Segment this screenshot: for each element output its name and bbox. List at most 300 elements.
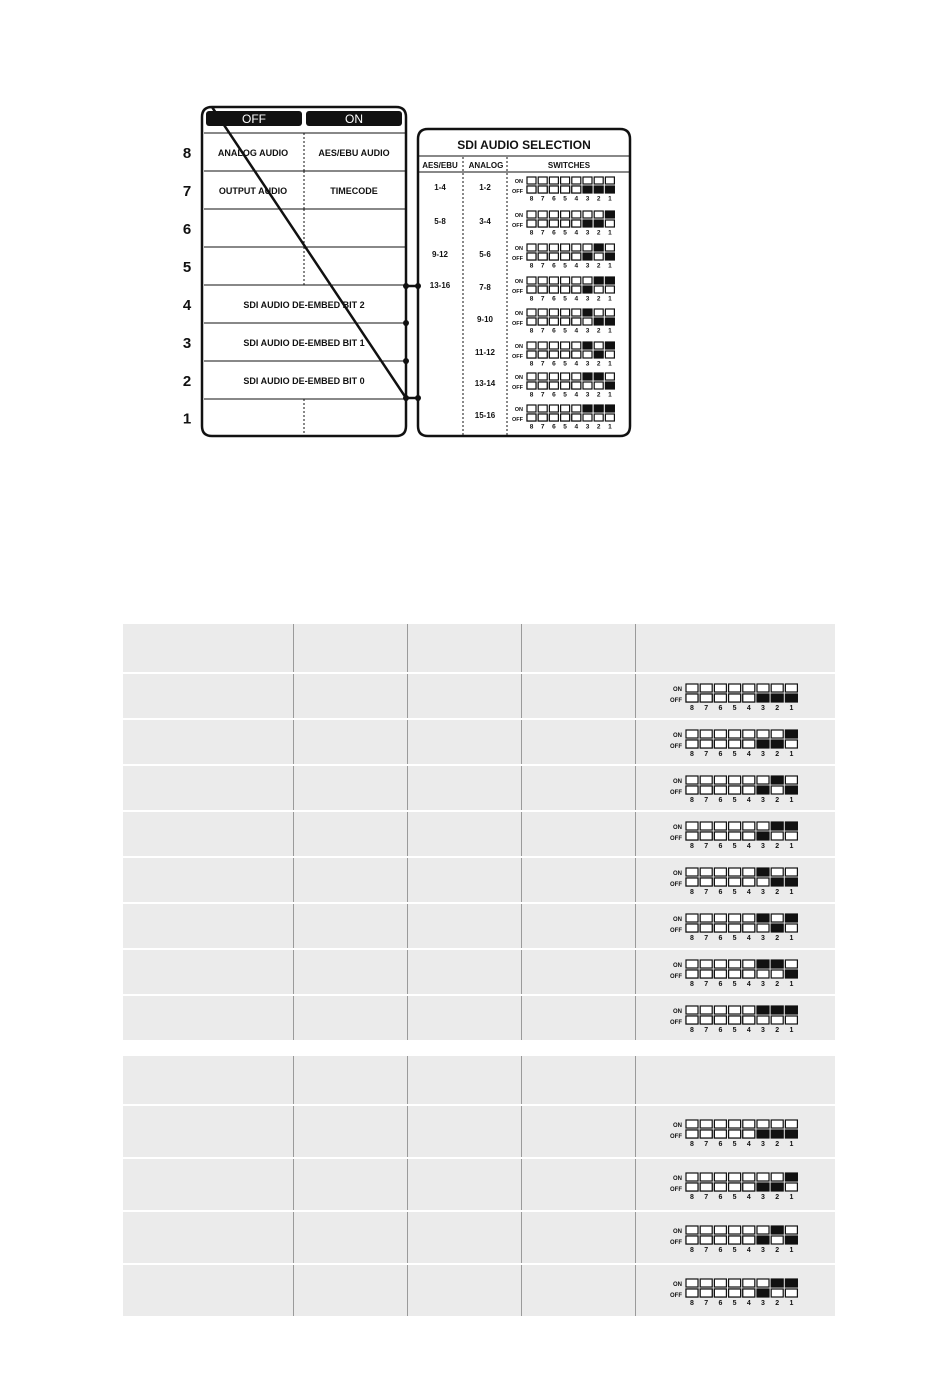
switch-number: 4: [574, 360, 579, 368]
switch-number: 2: [775, 797, 780, 804]
switch-bottom-1: [605, 220, 614, 227]
switch-top-1: [785, 1226, 797, 1234]
switch-number: 2: [596, 295, 601, 303]
switch-bottom-blank-5: [729, 924, 741, 932]
switch-top-4: [743, 1173, 755, 1181]
switch-number: 2: [596, 262, 601, 270]
switch-bottom-blank-8: [527, 318, 536, 325]
switch-bottom-2: [771, 1236, 783, 1244]
off-tab-label: OFF: [242, 112, 266, 126]
switch-top-2: [771, 1173, 783, 1181]
switch-diagram-cell: [666, 958, 836, 998]
switch-top-4: [572, 373, 581, 380]
switch-bank: [670, 684, 797, 712]
switch-top-4: [572, 211, 581, 218]
switch-top-8: [686, 960, 698, 968]
switch-top-4: [743, 730, 755, 738]
switch-top-2: [771, 776, 783, 784]
switch-top-7: [538, 211, 547, 218]
switch-top-8: [527, 277, 536, 284]
table-cell: [636, 1159, 835, 1210]
switch-bottom-2: [594, 253, 603, 260]
switch-number: 7: [540, 327, 545, 335]
switch-number: 5: [563, 360, 567, 368]
switch-top-6: [549, 373, 558, 380]
switch-top-5: [729, 684, 741, 692]
switch-top-6: [714, 684, 726, 692]
switch-bottom-blank-4: [743, 1236, 755, 1244]
switch-number: 8: [529, 327, 534, 335]
switch-top-1: [605, 309, 614, 316]
switch-bottom-blank-4: [572, 220, 581, 227]
switch-number: 1: [789, 935, 794, 942]
switch-bottom-blank-8: [686, 970, 698, 978]
switch-top-5: [729, 1006, 741, 1014]
switch-number: 8: [690, 1247, 694, 1254]
switch-bottom-blank-6: [714, 1016, 726, 1024]
switch-top-2: [771, 960, 783, 968]
switch-top-6: [714, 1279, 726, 1287]
switch-top-3: [757, 776, 769, 784]
switch-top-6: [549, 309, 558, 316]
switch-number: 3: [585, 360, 590, 368]
switch-number: 7: [540, 195, 545, 203]
switch-diagram-cell: [666, 1004, 836, 1044]
switch-number: 6: [552, 360, 556, 368]
switch-top-2: [594, 342, 603, 349]
switch-bottom-3: [757, 1183, 769, 1191]
table-cell: [636, 812, 835, 856]
switch-number: 8: [529, 295, 534, 303]
switch-bottom-blank-6: [714, 1130, 726, 1138]
switch-bottom-3: [583, 220, 592, 227]
switch-number: 6: [718, 889, 723, 896]
switch-top-5: [729, 822, 741, 830]
switch-number: 2: [775, 1194, 780, 1201]
table-cell: [408, 624, 522, 672]
connector-dot: [403, 358, 409, 364]
switch-bottom-2: [771, 1130, 783, 1138]
table-cell: [123, 1056, 294, 1104]
switch-bank: [670, 1006, 797, 1034]
switch-number: 5: [732, 1247, 737, 1254]
switch-number: 2: [596, 391, 601, 399]
switch-top-7: [700, 1173, 712, 1181]
switch-number: 3: [585, 295, 590, 303]
switch-top-5: [729, 730, 741, 738]
switch-number: 5: [732, 935, 737, 942]
switch-bottom-blank-5: [729, 878, 741, 886]
switch-top-6: [549, 277, 558, 284]
switch-bottom-blank-5: [729, 832, 741, 840]
switch-number: 8: [529, 195, 534, 203]
switch-top-8: [686, 1173, 698, 1181]
switch-top-3: [757, 1173, 769, 1181]
switch-bottom-blank-7: [700, 1130, 712, 1138]
switch-top-3: [583, 373, 592, 380]
table-cell: [522, 766, 636, 810]
switch-bottom-blank-5: [729, 786, 741, 794]
switch-top-1: [785, 868, 797, 876]
switch-number: 2: [596, 327, 601, 335]
table-cell: [294, 674, 408, 718]
table-cell: [123, 674, 294, 718]
off-label: OFF: [512, 321, 523, 327]
switch-top-8: [527, 373, 536, 380]
switch-bottom-3: [583, 382, 592, 389]
switch-diagram: [0, 0, 950, 480]
switch-diagram-cell: [666, 682, 836, 722]
switch-bottom-blank-7: [538, 220, 547, 227]
switch-top-6: [549, 211, 558, 218]
switch-bottom-blank-5: [561, 253, 570, 260]
switch-bottom-blank-5: [729, 1130, 741, 1138]
analog-channel: 1-2: [479, 183, 491, 192]
table-cell: [636, 950, 835, 994]
switch-bottom-blank-5: [729, 970, 741, 978]
switch-top-4: [743, 1279, 755, 1287]
switch-bottom-blank-4: [743, 1016, 755, 1024]
switch-top-1: [785, 914, 797, 922]
table-cell: [123, 1159, 294, 1210]
switch-number: 4: [574, 295, 579, 303]
switch-number: 3: [761, 1300, 765, 1307]
switch-bottom-3: [757, 970, 769, 978]
switch-bottom-1: [785, 924, 797, 932]
off-label: OFF: [670, 974, 682, 980]
switch-number: 4: [746, 1194, 751, 1201]
switch-bottom-blank-7: [538, 286, 547, 293]
on-label: ON: [673, 779, 682, 785]
switch-bottom-blank-7: [538, 253, 547, 260]
aes-channel: 13-16: [429, 281, 451, 290]
switch-bottom-blank-6: [714, 1236, 726, 1244]
table-cell: [636, 1056, 835, 1104]
switch-number: 4: [746, 843, 751, 850]
switch-bottom-1: [605, 414, 614, 421]
switch-number: 5: [732, 1194, 737, 1201]
switch-number: 2: [775, 1300, 780, 1307]
switch-bottom-2: [594, 414, 603, 421]
switch-top-8: [686, 776, 698, 784]
switch-top-5: [561, 373, 570, 380]
switch-number: 6: [718, 935, 723, 942]
switch-top-3: [583, 342, 592, 349]
off-label: OFF: [512, 417, 523, 423]
switch-top-7: [700, 868, 712, 876]
switch-number: 7: [540, 295, 545, 303]
switch-bottom-1: [605, 351, 614, 358]
switch-bottom-blank-5: [729, 694, 741, 702]
table-cell: [408, 1106, 522, 1157]
table-cell: [123, 996, 294, 1040]
switch-top-5: [561, 277, 570, 284]
table-cell: [294, 1056, 408, 1104]
switch-bottom-1: [605, 186, 614, 193]
switch-top-1: [605, 342, 614, 349]
switch-number: 4: [574, 195, 579, 203]
switch-top-1: [605, 177, 614, 184]
switch-bottom-blank-7: [700, 694, 712, 702]
switch-bottom-blank-7: [538, 382, 547, 389]
switch-top-6: [714, 730, 726, 738]
switch-bottom-blank-6: [549, 414, 558, 421]
row-number: 1: [182, 410, 192, 428]
switch-number: 2: [775, 843, 780, 850]
table-cell: [408, 1212, 522, 1263]
switch-top-6: [714, 960, 726, 968]
table-cell: [294, 1106, 408, 1157]
switch-bottom-3: [583, 253, 592, 260]
switch-bottom-blank-8: [527, 382, 536, 389]
switch-bottom-2: [771, 1289, 783, 1297]
switch-top-8: [686, 1279, 698, 1287]
table-cell: [408, 950, 522, 994]
switch-number: 3: [761, 843, 765, 850]
switch-top-6: [714, 868, 726, 876]
switch-top-1: [785, 960, 797, 968]
switch-bottom-2: [594, 351, 603, 358]
switch-number: 6: [718, 705, 723, 712]
switch-number: 7: [540, 229, 545, 237]
switch-top-5: [561, 211, 570, 218]
table-cell: [522, 624, 636, 672]
switch-top-1: [785, 1173, 797, 1181]
switch-bottom-blank-4: [743, 1183, 755, 1191]
switch-top-4: [743, 914, 755, 922]
switch-bottom-2: [771, 1183, 783, 1191]
switch-bottom-blank-6: [549, 351, 558, 358]
switch-number: 7: [704, 1027, 709, 1034]
switch-top-5: [561, 244, 570, 251]
switch-number: 5: [732, 751, 737, 758]
switch-top-6: [714, 1006, 726, 1014]
table-cell: [294, 950, 408, 994]
switch-number: 4: [746, 1300, 751, 1307]
switch-bank: [670, 730, 797, 758]
switch-number: 5: [732, 797, 737, 804]
switch-number: 5: [563, 262, 567, 270]
switch-number: 7: [704, 843, 709, 850]
switch-top-3: [757, 822, 769, 830]
switch-top-8: [686, 914, 698, 922]
switch-top-3: [583, 277, 592, 284]
switch-bottom-blank-8: [686, 1289, 698, 1297]
switch-number: 7: [540, 262, 545, 270]
table-cell: [294, 996, 408, 1040]
switch-bottom-3: [757, 740, 769, 748]
table-cell: [522, 812, 636, 856]
on-label: ON: [673, 1176, 682, 1182]
switch-bottom-2: [771, 878, 783, 886]
switch-top-8: [527, 309, 536, 316]
switch-bottom-3: [757, 694, 769, 702]
switch-top-7: [538, 342, 547, 349]
switch-number: 1: [789, 1027, 794, 1034]
table-cell: [522, 858, 636, 902]
switch-top-7: [538, 373, 547, 380]
switch-top-2: [594, 405, 603, 412]
table-cell: [123, 766, 294, 810]
switch-top-8: [686, 1120, 698, 1128]
switch-number: 5: [563, 391, 567, 399]
switch-number: 8: [690, 1194, 694, 1201]
switch-top-1: [605, 405, 614, 412]
row-number: 6: [182, 221, 192, 238]
table-row: [123, 1106, 835, 1159]
switch-top-5: [729, 1120, 741, 1128]
switch-bottom-blank-8: [686, 1016, 698, 1024]
table-cell: [294, 1265, 408, 1316]
table-cell: [522, 1106, 636, 1157]
table-cell: [636, 674, 835, 718]
switch-bottom-blank-4: [572, 186, 581, 193]
table-cell: [636, 624, 835, 672]
on-label: ON: [514, 246, 523, 252]
switch-bottom-blank-4: [572, 382, 581, 389]
switch-bank: [670, 1279, 797, 1307]
switch-top-1: [785, 1006, 797, 1014]
switch-bottom-blank-5: [561, 286, 570, 293]
switch-number: 6: [552, 391, 556, 399]
switch-top-2: [771, 730, 783, 738]
switch-top-3: [757, 1226, 769, 1234]
switch-top-3: [583, 211, 592, 218]
row-number: 3: [182, 335, 192, 352]
table-row: [123, 858, 835, 904]
switch-top-4: [572, 405, 581, 412]
switch-bottom-3: [757, 1016, 769, 1024]
switch-number: 4: [746, 1247, 751, 1254]
switch-top-6: [714, 914, 726, 922]
switch-bottom-blank-7: [538, 351, 547, 358]
switch-number: 3: [761, 889, 765, 896]
switch-top-7: [700, 1226, 712, 1234]
table-cell: [123, 624, 294, 672]
switch-bottom-2: [594, 382, 603, 389]
switch-bottom-blank-7: [700, 924, 712, 932]
table-cell: [294, 1212, 408, 1263]
switch-number: 6: [552, 229, 556, 237]
switch-bottom-blank-4: [743, 740, 755, 748]
switch-number: 1: [608, 360, 612, 368]
switch-top-3: [583, 309, 592, 316]
on-label: ON: [514, 344, 523, 350]
table-cell: [522, 1265, 636, 1316]
switch-bottom-blank-7: [700, 740, 712, 748]
switch-bottom-2: [771, 786, 783, 794]
switch-top-7: [700, 822, 712, 830]
switch-bottom-blank-4: [743, 970, 755, 978]
switch-number: 4: [746, 889, 751, 896]
switch-bottom-1: [785, 970, 797, 978]
table-cell: [408, 858, 522, 902]
switch-bottom-blank-5: [729, 1289, 741, 1297]
switch-bottom-blank-6: [714, 1289, 726, 1297]
switch-bottom-3: [757, 832, 769, 840]
off-label: OFF: [670, 1293, 682, 1299]
switch-bottom-1: [785, 1289, 797, 1297]
analog-channel: 7-8: [479, 283, 491, 292]
switch-number: 1: [789, 1300, 794, 1307]
table-cell: [636, 1212, 835, 1263]
switch-bottom-3: [757, 924, 769, 932]
switch-bottom-blank-4: [572, 286, 581, 293]
row-number: 4: [182, 297, 192, 314]
switch-bottom-blank-8: [527, 414, 536, 421]
table-cell: [636, 1106, 835, 1157]
switch-top-3: [757, 684, 769, 692]
table-cell: [522, 996, 636, 1040]
on-label: ON: [514, 213, 523, 219]
on-label: ON: [673, 917, 682, 923]
switch-top-2: [771, 1226, 783, 1234]
switch-top-2: [594, 177, 603, 184]
switch-bottom-2: [594, 286, 603, 293]
switch-bottom-3: [583, 286, 592, 293]
switch-bottom-blank-7: [700, 1183, 712, 1191]
switch-top-3: [583, 177, 592, 184]
switch-bottom-blank-7: [700, 878, 712, 886]
on-label: ON: [514, 375, 523, 381]
on-option: TIMECODE: [330, 186, 378, 196]
switch-number: 2: [775, 981, 780, 988]
switch-number: 3: [585, 229, 590, 237]
switch-top-8: [686, 730, 698, 738]
switch-number: 3: [761, 1194, 765, 1201]
switch-bottom-blank-7: [538, 186, 547, 193]
switch-number: 8: [690, 1027, 694, 1034]
switch-number: 4: [574, 391, 579, 399]
switch-number: 7: [704, 797, 709, 804]
switch-number: 6: [718, 797, 723, 804]
switch-number: 4: [746, 981, 751, 988]
switch-bank: [670, 914, 797, 942]
switch-bottom-blank-4: [743, 878, 755, 886]
switch-top-8: [686, 822, 698, 830]
switch-number: 1: [608, 423, 612, 431]
switch-top-4: [572, 244, 581, 251]
switch-bottom-blank-8: [686, 694, 698, 702]
switch-top-5: [729, 868, 741, 876]
on-label: ON: [514, 407, 523, 413]
switch-number: 5: [563, 327, 567, 335]
switch-number: 4: [746, 705, 751, 712]
switch-bottom-blank-7: [700, 1236, 712, 1244]
switch-top-7: [700, 1120, 712, 1128]
switch-top-4: [743, 868, 755, 876]
switch-bottom-1: [785, 786, 797, 794]
switch-top-4: [572, 309, 581, 316]
switch-bottom-blank-5: [561, 186, 570, 193]
on-tab-label: ON: [345, 112, 363, 126]
switch-bottom-2: [771, 832, 783, 840]
switch-bank: [670, 1226, 797, 1254]
connector-dot: [403, 320, 409, 326]
off-label: OFF: [670, 1134, 682, 1140]
off-label: OFF: [670, 744, 682, 750]
switch-number: 6: [718, 751, 723, 758]
table-cell: [522, 950, 636, 994]
switch-top-3: [757, 730, 769, 738]
switch-top-2: [594, 309, 603, 316]
table-cell: [636, 1265, 835, 1316]
switch-top-1: [785, 1120, 797, 1128]
switch-number: 8: [690, 751, 694, 758]
off-label: OFF: [512, 223, 523, 229]
switch-diagram-cell: [666, 728, 836, 768]
switch-number: 3: [585, 262, 590, 270]
